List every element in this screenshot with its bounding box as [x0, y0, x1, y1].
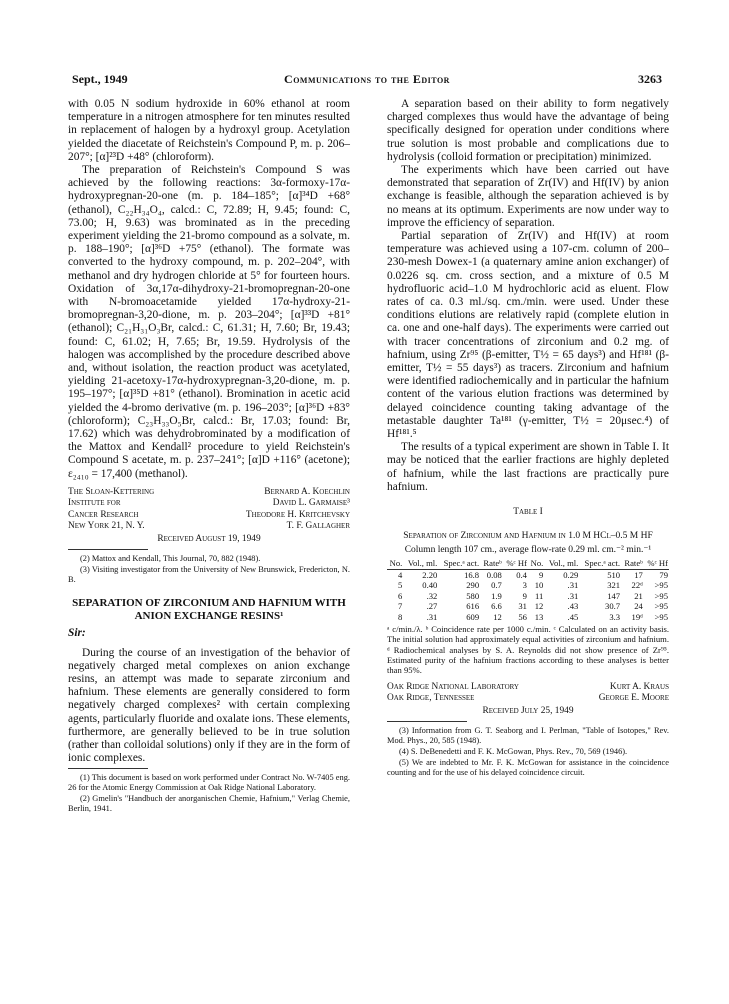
author-name: Theodore H. Kritchevsky	[245, 509, 350, 520]
footnote: (2) Mattox and Kendall, This Journal, 70, 882 (1948).	[80, 554, 261, 564]
table-cell: .31	[567, 590, 579, 601]
footnote: (3) Visiting investigator from the University of New Brunswick, Fredericton, N. B.	[68, 565, 350, 585]
table-footnotes: ᵃ c/min./λ. ᵇ Coincidence rate per 1000 c./min. ᶜ Calculated on an activity basis. The initial solution had approximately equal activities of zirconium and hafnium. ᵈ Radiochemical analyses by S. A. Reynolds did not show presence of Zr⁹⁵. Estimated purity of the hafnium fractions according to these analyses is better than 95%.	[387, 624, 669, 676]
table-cell: 8	[398, 611, 403, 622]
table-label: Table I	[513, 507, 543, 518]
table-row	[387, 601, 669, 612]
table-header-row	[387, 558, 669, 569]
author-name: Bernard A. Koechlin	[264, 486, 350, 497]
table-cell: 19ᵈ	[631, 611, 643, 622]
footnote: (2) Gmelin's "Handbuch der anorganischen Chemie, Hafnium," Verlag Chemie, Berlin, 1941.	[68, 794, 350, 814]
table-cell: 12	[534, 601, 544, 612]
table-cell: 510	[607, 569, 621, 580]
paragraph: During the course of an investigation of the behavior of negatively charged metal complexes on anion exchange resins, an attempt was made to separate zirconium and hafnium. These elements are generally considered to form negatively charged complexes² with certain complexing agents, particularly fluoride and oxalate ions. These elements, furthermore, are generally believed to be in true solution (rather than colloidal solutions) only if they are in the form of ionic complexes.	[68, 646, 350, 765]
paragraph: The experiments which have been carried out have demonstrated that separation of Zr(IV) and Hf(IV) by anion exchange is feasible, although the separation achieved is by no means at its optimum. Experiments are now under way to improve the efficiency of separation.	[387, 164, 669, 229]
institution-line: New York 21, N. Y.	[68, 521, 145, 532]
table-cell: 56	[518, 611, 527, 622]
table-cell: 21	[634, 590, 643, 601]
footnote: (1) This document is based on work performed under Contract No. W-7405 eng. 26 for the Atomic Energy Commission at Oak Ridge National Laboratory.	[68, 773, 350, 793]
column-header: Vol., ml.	[403, 558, 438, 569]
article-title: SEPARATION OF ZIRCONIUM AND HAFNIUM WITH ANION EXCHANGE RESINS¹	[72, 597, 346, 623]
table-cell: >95	[654, 590, 668, 601]
author-name: T. F. Gallagher	[286, 521, 350, 532]
paragraph: The preparation of Reichstein's Compound S was achieved by the following reactions: 3α-formoxy-17α-hydroxypregnan-20-one (m. p. 184–185°; [α]³⁴D +68° (ethanol), C₂₂H₃₄O₄, calcd.: C, 72.89; H, 9.45; found: C, 73.00; H, 9.63) was brominated as in the preceding experiment yielding the 21-bromo compound as a solvate, m. p. 188–190°; [α]³⁶D +75° (ethanol). The formate was converted to the hydroxy compound, m. p. 202–204°, with methanol and dry hydrogen chloride at 5° for fourteen hours. Oxidation of 3α,17α-dihydroxy-21-bromopregnan-20-one with N-bromoacetamide yielded 17α-hydroxy-21-bromopregnan-3,20-dione, m. p. 203–204°; [α]³³D +81° (ethanol); C₂₁H₃₁O₃Br, calcd.: C, 61.31; H, 7.60; Br, 19.43; found: C, 61.02; H, 7.65; Br, 19.59. Hydrolysis of the halogen was accomplished by the procedure described above and, without isolation, the reaction product was acetylated, yielding 21-acetoxy-17α-hydroxypregnan-3,20-dione, m. p. 195–197°; [α]³⁵D +81° (ethanol). Bromination in acetic acid yielded the 4-bromo derivative (m. p. 196–203°; [α]³⁶D +83° (chloroform); C₂₃H₃₃O₅Br, calcd.: Br, 17.03; found: Br, 17.62) which was dehydrobrominated by a modification of the Mattox and Kendall² procedure to yield Reichstein's Compound S acetate, m. p. 237–241°; [α]D +116° (acetone); ε₂₄₁₀ = 17,400 (methanol).	[68, 164, 350, 480]
table-cell: 6.6	[491, 601, 502, 612]
table-cell: 0.29	[563, 569, 579, 580]
author-name: David L. Garmaise³	[272, 498, 350, 509]
institution-line: Institute for	[68, 498, 121, 509]
table-cell: 147	[607, 590, 621, 601]
received-date: Received August 19, 1949	[157, 533, 261, 544]
table-cell: 17	[634, 569, 643, 580]
table-cell: 290	[466, 580, 480, 591]
table-cell: 1.9	[491, 590, 502, 601]
table-cell: 10	[534, 580, 544, 591]
table-row	[387, 612, 669, 623]
column-header: No.	[528, 558, 544, 569]
table-cell: 11	[535, 590, 544, 601]
footnote-divider	[68, 549, 148, 550]
table-cell: 5	[398, 580, 403, 591]
paragraph: The results of a typical experiment are shown in Table I. It may be noticed that the earlier fractions are highly depleted of hafnium, while the last fractions are practically pure hafnium.	[387, 441, 669, 493]
table-cell: 3	[522, 580, 527, 591]
footnote: (5) We are indebted to Mr. F. K. McGowan for assistance in the coincidence counting and for the use of his delayed coincidence circuit.	[387, 758, 669, 778]
column-header: No.	[387, 558, 403, 569]
paragraph: with 0.05 N sodium hydroxide in 60% ethanol at room temperature in a nitrogen atmosphere for ten minutes resulted in replacement of halogen by a hydroxyl group. Acetylation yielded the diacetate of Reichstein's Compound P, m. p. 206–207°; [α]²³D +48° (chloroform).	[68, 98, 350, 163]
table-caption: Separation of Zirconium and Hafnium in 1.0 M HCl–0.5 M HF	[403, 531, 653, 542]
table-cell: 79	[659, 569, 668, 580]
table-cell: .31	[567, 580, 579, 591]
table-cell: 0.08	[486, 569, 502, 580]
institution-line: Oak Ridge, Tennessee	[387, 693, 475, 704]
institution-line: The Sloan-Kettering	[68, 486, 155, 497]
column-header: Rateᵇ	[480, 558, 503, 569]
footnote-divider	[68, 768, 148, 769]
table-cell: 0.40	[422, 580, 438, 591]
table-cell: 12	[493, 611, 502, 622]
table-cell: 30.7	[605, 601, 621, 612]
footnote: (4) S. DeBenedetti and F. K. McGowan, Phys. Rev., 70, 569 (1946).	[399, 747, 628, 757]
table-cell: 0.7	[491, 580, 502, 591]
footnote-divider	[387, 721, 467, 722]
table-cell: .32	[426, 590, 438, 601]
table-cell: >95	[654, 580, 668, 591]
author-name: George E. Moore	[598, 693, 669, 704]
table-cell: 13	[534, 611, 544, 622]
table-cell: 22ᵈ	[631, 580, 643, 591]
table-row	[387, 569, 669, 580]
table-row	[387, 580, 669, 591]
table-cell: 0.4	[516, 569, 527, 580]
table-cell: 6	[398, 590, 403, 601]
table-cell: 3.3	[609, 611, 621, 622]
column-header: Spec.ᵃ act.	[579, 558, 621, 569]
column-header: Rateᵇ	[621, 558, 644, 569]
table-cell: .27	[426, 601, 438, 612]
column-header: %ᶜ Hf	[644, 558, 669, 569]
author-signature-block	[387, 682, 669, 718]
table-cell: 24	[634, 601, 643, 612]
data-table	[387, 558, 669, 622]
table-cell: 580	[466, 590, 480, 601]
table-cell: .31	[426, 611, 438, 622]
right-column	[387, 98, 669, 779]
paragraph: Partial separation of Zr(IV) and Hf(IV) at room temperature was achieved using a 107-cm. column of 200–230-mesh Dowex-1 (a quaternary amine anion exchanger) of 0.0226 sq. cm. cross section, and a mixture of 0.5 M hydrofluoric acid–1.0 M hydrochloric acid as eluent. Flow rates of ca. 0.3 ml./sq. cm./min. were used. Under these conditions elutions are relatively rapid (complete elution in ca. one and one-half days). The experiments were carried out with tracer concentrations of zirconium and 0.2 mg. of hafnium, using Zr⁹⁵ (β-emitter, T½ = 65 days³) and Hf¹⁸¹ (β-emitter, T½ = 55 days³) as tracers. Zirconium and hafnium were identified radiochemically and in particular the hafnium content of the various elution fractions was determined by delayed coincidence counting taking advantage of the metastable daughter Ta¹⁸¹ (γ-emitter, T½ = 20μsec.⁴) of Hf¹⁸¹.⁵	[387, 230, 669, 441]
table-cell: 31	[518, 601, 527, 612]
header-page-number: 3263	[638, 72, 662, 86]
table-cell: 7	[398, 601, 403, 612]
author-signature-block	[68, 487, 350, 546]
table-subcaption: Column length 107 cm., average flow-rate 0.29 ml. cm.⁻² min.⁻¹	[404, 545, 652, 556]
column-header: Vol., ml.	[544, 558, 579, 569]
table-cell: 2.20	[422, 569, 438, 580]
table-cell: .45	[567, 611, 579, 622]
table-cell: 16.8	[464, 569, 480, 580]
column-header: %ᶜ Hf	[503, 558, 528, 569]
table-cell: 609	[466, 611, 480, 622]
table-cell: 321	[607, 580, 621, 591]
column-header: Spec.ᵃ act.	[438, 558, 480, 569]
table-cell: 9	[522, 590, 527, 601]
table-cell: 9	[538, 569, 544, 580]
table-cell: 616	[466, 601, 480, 612]
running-header	[72, 72, 662, 88]
left-column	[68, 98, 350, 815]
paragraph: A separation based on their ability to form negatively charged complexes thus would have the advantage of being specifically designed for operation under conditions where true solution is most probable and complications due to hydrolysis (colloid formation or precipitation) minimized.	[387, 98, 669, 163]
table-row	[387, 591, 669, 602]
institution-line: Oak Ridge National Laboratory	[387, 681, 519, 692]
received-date: Received July 25, 1949	[482, 705, 574, 716]
header-section: Communications to the Editor	[284, 72, 450, 86]
author-name: Kurt A. Kraus	[609, 681, 669, 692]
table-cell: 4	[398, 569, 403, 580]
institution-line: Cancer Research	[68, 509, 139, 520]
table-cell: >95	[654, 611, 668, 622]
salutation: Sir:	[68, 627, 86, 640]
table-cell: .43	[567, 601, 579, 612]
table-cell: >95	[654, 601, 668, 612]
footnote: (3) Information from G. T. Seaborg and I. Perlman, "Table of Isotopes," Rev. Mod. Phys., 20, 585 (1948).	[387, 726, 669, 746]
header-date: Sept., 1949	[72, 72, 128, 86]
